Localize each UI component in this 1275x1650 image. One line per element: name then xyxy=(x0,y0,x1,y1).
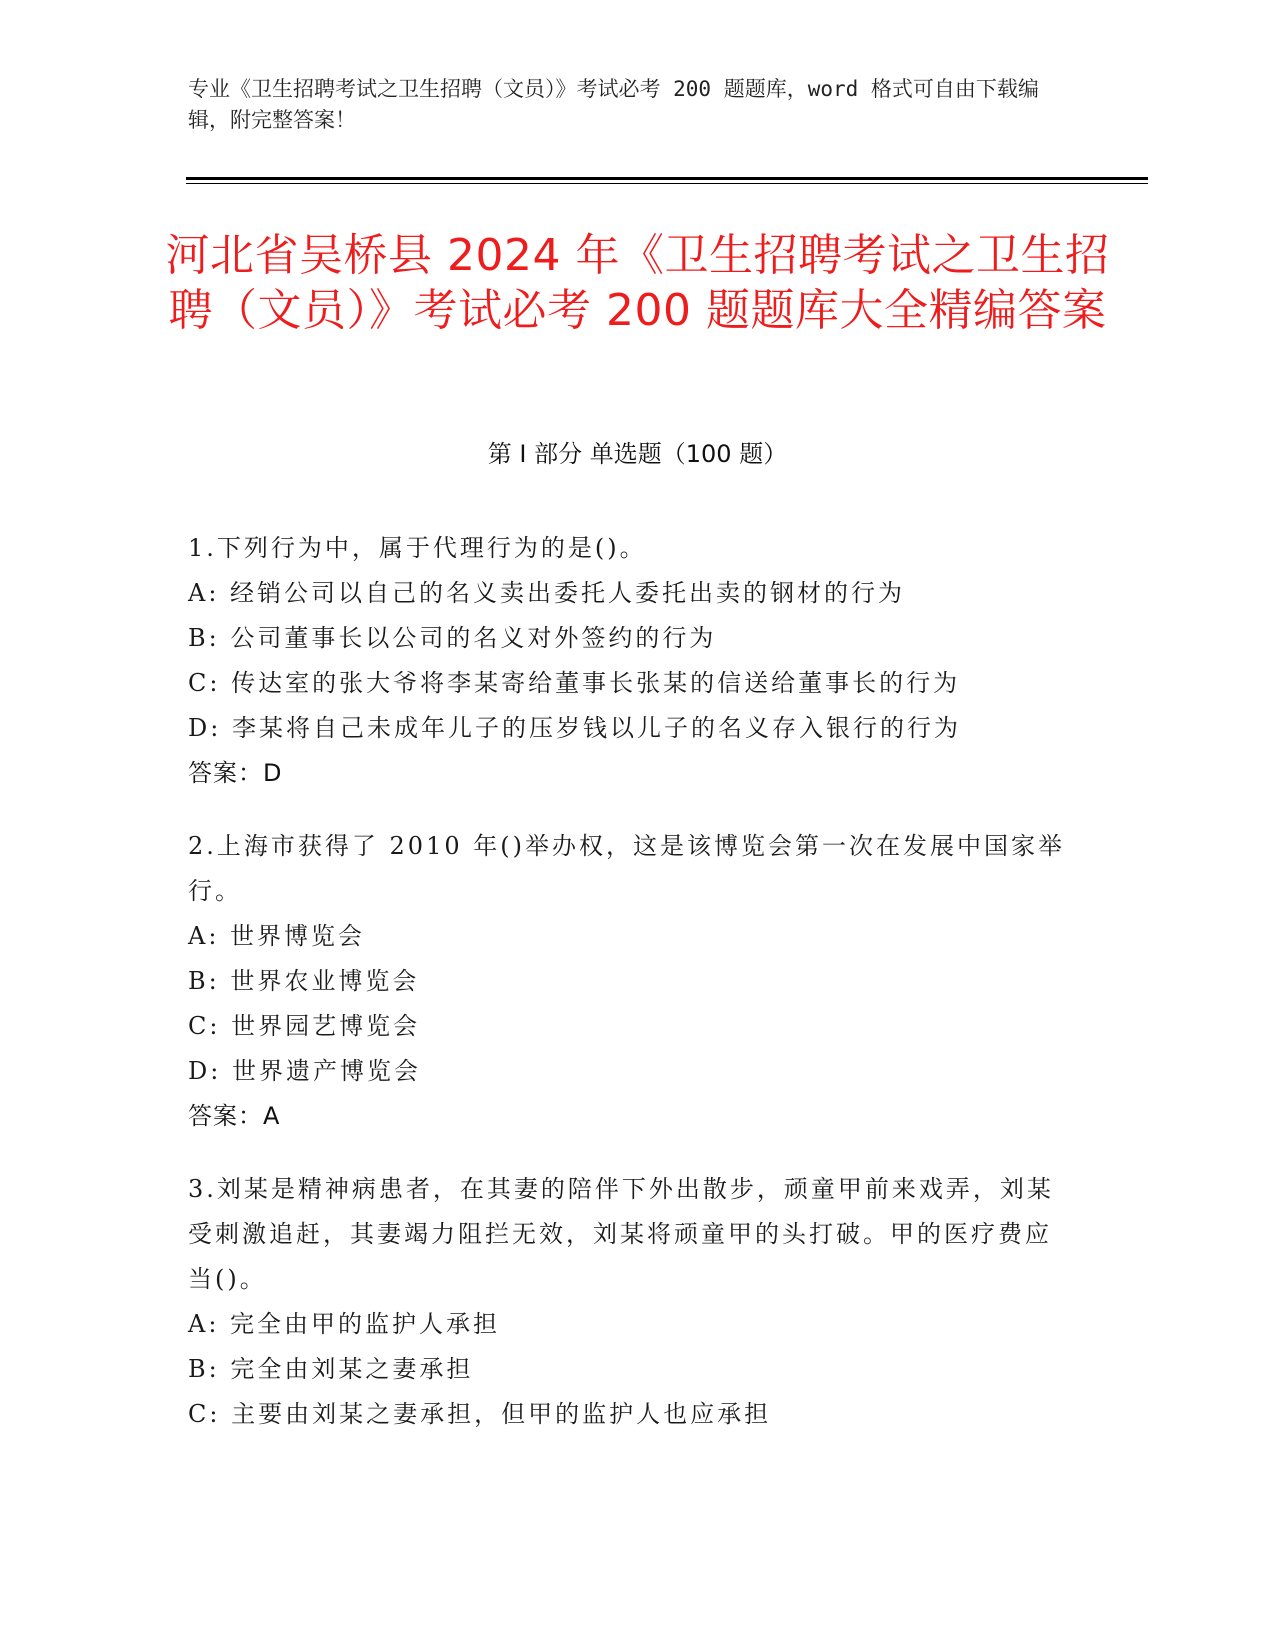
question-1 xyxy=(188,526,1068,796)
option-b: B: 世界农业博览会 xyxy=(188,967,420,995)
option-a: A: 经销公司以自己的名义卖出委托人委托出卖的钢材的行为 xyxy=(188,579,906,607)
question-list xyxy=(188,526,1068,1465)
question-stem: 3.刘某是精神病患者，在其妻的陪伴下外出散步，顽童甲前来戏弄，刘某受刺激追赶，其妻竭力阻拦无效，刘某将顽童甲的头打破。甲的医疗费应当()。 xyxy=(188,1175,1054,1293)
header-divider-thin xyxy=(186,183,1148,184)
document-title: 河北省吴桥县 2024 年《卫生招聘考试之卫生招聘（文员）》考试必考 200 题题库大全精编答案 xyxy=(165,230,1110,336)
option-d: D: 李某将自己未成年儿子的压岁钱以儿子的名义存入银行的行为 xyxy=(188,714,961,742)
question-2 xyxy=(188,824,1068,1139)
option-a: A: 完全由甲的监护人承担 xyxy=(188,1310,501,1338)
option-d: D: 世界遗产博览会 xyxy=(188,1057,421,1085)
header-note: 专业《卫生招聘考试之卫生招聘（文员）》考试必考 200 题题库，word 格式可自由下载编辑，附完整答案！ xyxy=(188,77,1039,132)
header-divider-thick xyxy=(186,177,1148,180)
option-b: B: 公司董事长以公司的名义对外签约的行为 xyxy=(188,624,717,652)
option-a: A: 世界博览会 xyxy=(188,922,366,950)
option-c: C: 传达室的张大爷将李某寄给董事长张某的信送给董事长的行为 xyxy=(188,669,961,697)
option-c: C: 世界园艺博览会 xyxy=(188,1012,421,1040)
question-3 xyxy=(188,1167,1068,1437)
answer: 答案：A xyxy=(188,1102,281,1130)
option-b: B: 完全由刘某之妻承担 xyxy=(188,1355,474,1383)
option-c: C: 主要由刘某之妻承担，但甲的监护人也应承担 xyxy=(188,1400,772,1428)
question-stem: 2.上海市获得了 2010 年()举办权，这是该博览会第一次在发展中国家举行。 xyxy=(188,832,1065,905)
question-stem: 1.下列行为中，属于代理行为的是()。 xyxy=(188,534,647,562)
answer: 答案：D xyxy=(188,759,283,787)
section-heading: 第 I 部分 单选题（100 题） xyxy=(487,440,788,468)
